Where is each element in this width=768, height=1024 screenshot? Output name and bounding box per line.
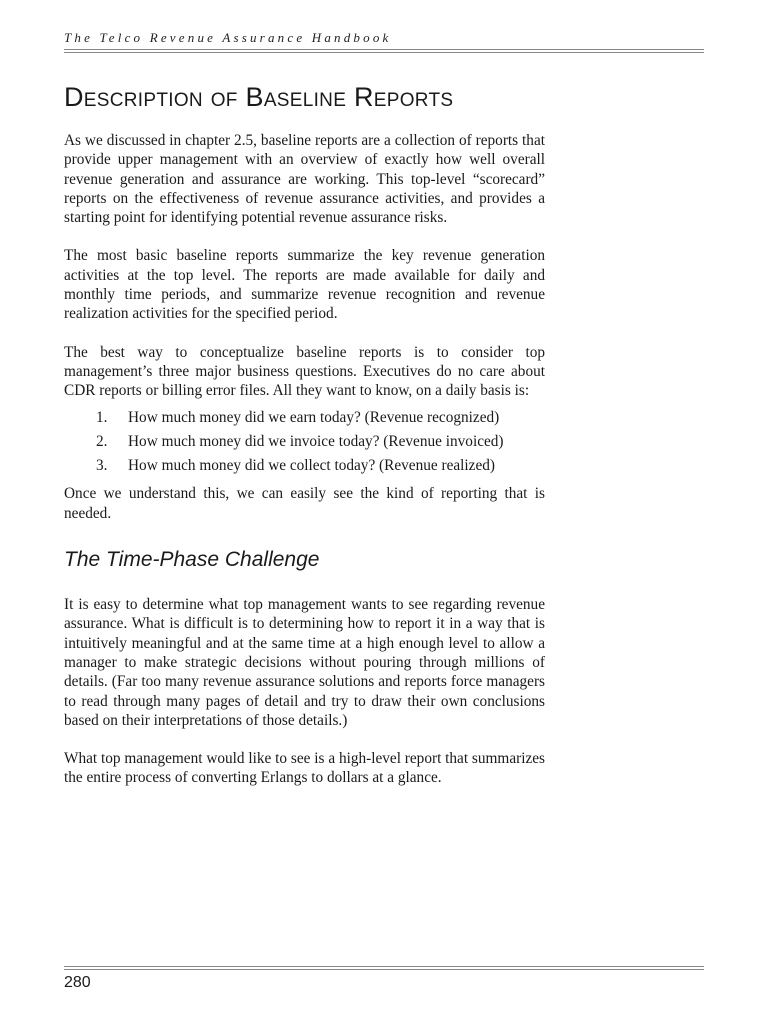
section-paragraph: What top management would like to see is a high-level report that summarizes the entire process of converting Erlangs to dollars at a glance. (64, 750, 545, 787)
section-paragraph: It is easy to determine what top management wants to see regarding revenue assurance. What is difficult is to determining how to report it in a way that is intuitively meaningful and at the same time at a high enough level to allow a manager to make strategic decisions without pouring through millions of details. (Far too many revenue assurance solutions and reports force managers to read through many pages of detail and try to draw their own conclusions based on their interpretations of those details.) (64, 596, 545, 729)
list-item-text: How much money did we collect today? (Revenue realized) (128, 457, 495, 475)
body-content (64, 131, 545, 807)
list-item-text: How much money did we earn today? (Revenue recognized) (128, 408, 500, 426)
business-questions-list (64, 408, 545, 476)
footer-rule-double (64, 969, 704, 970)
section-title: The Time-Phase Challenge (64, 548, 320, 572)
header-rule-double (64, 52, 704, 53)
list-item-number: 2. (96, 432, 108, 450)
conceptualize-paragraph: The best way to conceptualize baseline reports is to consider top management’s three major business questions. Executives do no care about CDR reports or billing error files. All they want to know, on a daily basis is: (64, 343, 545, 400)
running-head: The Telco Revenue Assurance Handbook (64, 30, 392, 45)
page-title: Description of Baseline Reports (64, 82, 454, 112)
intro-paragraph: As we discussed in chapter 2.5, baseline reports are a collection of reports that provide upper management with an overview of exactly how well overall revenue generation and assurance are working. This top-level “scorecard” reports on the effectiveness of revenue assurance activities, and provides a starting point for identifying potential revenue assurance risks. (64, 132, 545, 227)
basic-reports-paragraph: The most basic baseline reports summarize the key revenue generation activities at the top level. The reports are made available for daily and monthly time periods, and summarize revenue recognition and revenue realization activities for the specified period. (64, 247, 545, 323)
header-rule (64, 49, 704, 50)
list-item (64, 456, 545, 475)
page-number: 280 (64, 974, 91, 991)
footer-rule (64, 966, 704, 967)
list-item-number: 1. (96, 408, 108, 426)
list-item-number: 3. (96, 457, 108, 475)
list-item-text: How much money did we invoice today? (Revenue invoiced) (128, 432, 504, 450)
list-item (64, 408, 545, 427)
list-item (64, 432, 545, 451)
closing-paragraph: Once we understand this, we can easily see the kind of reporting that is needed. (64, 485, 545, 522)
